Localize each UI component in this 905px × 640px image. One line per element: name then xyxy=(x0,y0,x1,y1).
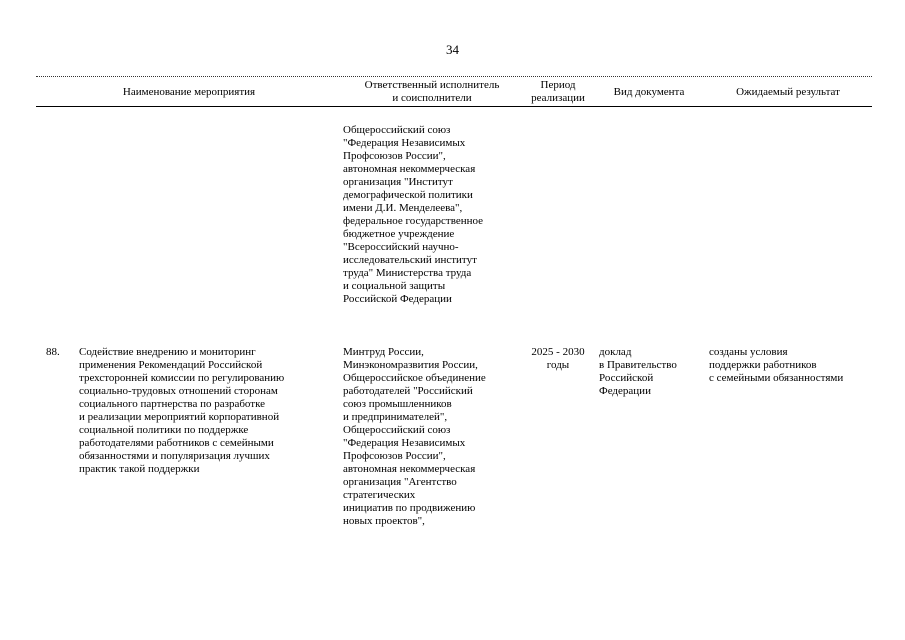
header-responsible: Ответственный исполнитель и соисполнители xyxy=(364,79,500,104)
header-period: Период реализации xyxy=(531,79,585,104)
row-number: 88. xyxy=(46,346,60,358)
header-name: Наименование мероприятия xyxy=(122,86,256,98)
header-result: Ожидаемый результат xyxy=(736,86,840,98)
row-period: 2025 - 2030 годы xyxy=(531,346,585,371)
row-name: Содействие внедрению и мониторинг применения Рекомендаций Российской трехсторонней комиссии по регулированию социально-трудовых отношений сторонам социального партнерства по разработке и реализации мероприятий корпоративной социальной политики по поддержке работодателями работников с семейными обязанностями и популяризация лучших практик такой поддержки xyxy=(79,346,285,475)
row-responsible: Минтруд России, Минэкономразвития России, Общероссийское объединение работодателей "Российский союз промышленников и предпринимателей", Общероссийский союз "Федерация Независимых Профсоюзов России", автономная некоммерческая организация "Агентство стратегических инициатив по продвижению новых проектов", xyxy=(343,346,486,527)
table-header-bottom-rule xyxy=(36,106,872,107)
row-document: доклад в Правительство Российской Федерации xyxy=(599,346,677,397)
page-number: 34 xyxy=(446,42,459,57)
row-result: созданы условия поддержки работников с семейными обязанностями xyxy=(709,346,844,384)
continuation-responsible: Общероссийский союз "Федерация Независимых Профсоюзов России", автономная некоммерческая организация "Институт демографической политики имени Д.И. Менделеева", федеральное государственное бюджетное учреждение "Всероссийский научно- исследовательский институт труда" Министерства труда и социальной защиты Российской Федерации xyxy=(343,124,484,305)
table-header-top-rule xyxy=(36,76,872,77)
header-document: Вид документа xyxy=(613,86,685,98)
